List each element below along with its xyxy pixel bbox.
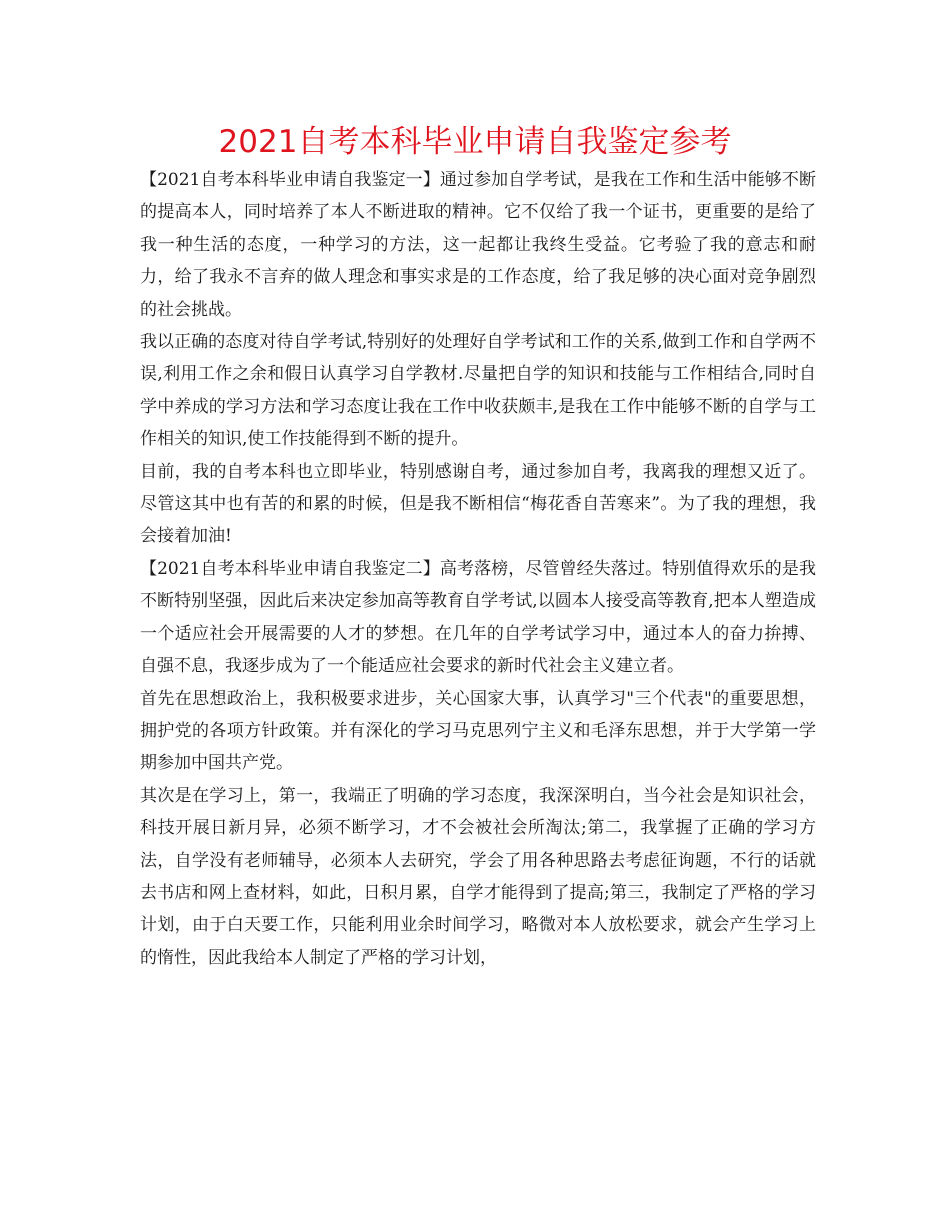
- document-body: [140, 164, 816, 974]
- paragraph: 【2021自考本科毕业申请自我鉴定二】高考落榜，尽管曾经失落过。特别值得欢乐的是我不断特别坚强，因此后来决定参加高等教育自学考试,以圆本人接受高等教育,把本人塑造成一个适应社会开展需要的人才的梦想。在几年的自学考试学习中，通过本人的奋力拚搏、自强不息，我逐步成为了一个能适应社会要求的新时代社会主义建立者。: [140, 558, 816, 677]
- paragraph: 【2021自考本科毕业申请自我鉴定一】通过参加自学考试，是我在工作和生活中能够不断的提高本人，同时培养了本人不断进取的精神。它不仅给了我一个证书，更重要的是给了我一种生活的态度，一种学习的方法，这一起都让我终生受益。它考验了我的意志和耐力，给了我永不言弃的做人理念和事实求是的工作态度，给了我足够的决心面对竞争剧烈的社会挑战。: [140, 170, 816, 320]
- paragraph: 目前，我的自考本科也立即毕业，特别感谢自考，通过参加自考，我离我的理想又近了。尽管这其中也有苦的和累的时候，但是我不断相信“梅花香自苦寒来”。为了我的理想，我会接着加油!: [140, 461, 816, 547]
- paragraph: 我以正确的态度对待自学考试,特别好的处理好自学考试和工作的关系,做到工作和自学两不误,利用工作之余和假日认真学习自学教材.尽量把自学的知识和技能与工作相结合,同时自学中养成的学习方法和学习态度让我在工作中收获颇丰,是我在工作中能够不断的自学与工作相关的知识,使工作技能得到不断的提升。: [140, 332, 816, 450]
- paragraph: 首先在思想政治上，我积极要求进步，关心国家大事，认真学习"三个代表"的重要思想，拥护党的各项方针政策。并有深化的学习马克思列宁主义和毛泽东思想，并于大学第一学期参加中国共产党。: [140, 688, 816, 774]
- document-title: 2021自考本科毕业申请自我鉴定参考: [218, 124, 732, 160]
- paragraph: 其次是在学习上，第一，我端正了明确的学习态度，我深深明白，当今社会是知识社会，科技开展日新月异，必须不断学习，才不会被社会所淘汰;第二，我掌握了正确的学习方法，自学没有老师辅导，必须本人去研究，学会了用各种思路去考虑征询题，不行的话就去书店和网上查材料，如此，日积月累，自学才能得到了提高;第三，我制定了严格的学习计划，由于白天要工作，只能利用业余时间学习，略微对本人放松要求，就会产生学习上的惰性，因此我给本人制定了严格的学习计划，: [140, 785, 816, 968]
